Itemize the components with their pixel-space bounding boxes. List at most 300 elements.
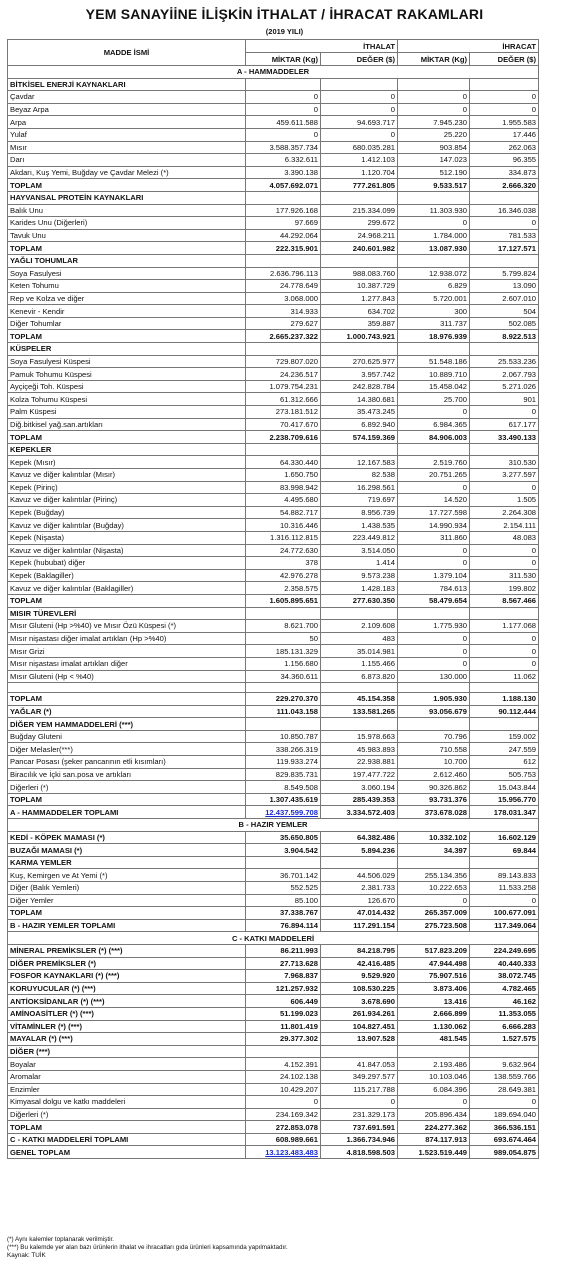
empty-cell — [246, 856, 321, 869]
total-row — [8, 793, 539, 806]
section-header-row — [8, 819, 539, 832]
total-row — [8, 1133, 539, 1146]
export-value-cell: 25.533.236 — [470, 355, 539, 368]
item-name: Yulaf — [8, 128, 246, 141]
import-value-cell: 634.702 — [321, 305, 398, 318]
import-qty-cell: 86.211.993 — [246, 944, 321, 957]
empty-cell — [470, 607, 539, 620]
export-value-cell: 224.249.695 — [470, 944, 539, 957]
export-value-cell: 1.527.575 — [470, 1033, 539, 1046]
export-qty-cell: 0 — [398, 657, 470, 670]
item-name: Kavuz ve diğer kalıntılar (Buğday) — [8, 519, 246, 532]
section-title: B - HAZIR YEMLER — [8, 819, 539, 832]
export-value-cell: 199.802 — [470, 582, 539, 595]
import-value-cell: 0 — [321, 128, 398, 141]
import-value-cell: 47.014.432 — [321, 907, 398, 920]
item-name: KEDİ - KÖPEK MAMASI (*) — [8, 831, 246, 844]
category-title: KEPEKLER — [8, 443, 246, 456]
export-qty-cell: 14.990.934 — [398, 519, 470, 532]
category-title: HAYVANSAL PROTEİN KAYNAKLARI — [8, 191, 246, 204]
export-qty-cell: 0 — [398, 103, 470, 116]
export-qty-cell: 10.103.046 — [398, 1070, 470, 1083]
import-value-cell: 277.630.350 — [321, 594, 398, 607]
item-name: Diğer Yemler — [8, 894, 246, 907]
export-qty-cell: 20.751.265 — [398, 469, 470, 482]
export-value-cell: 69.844 — [470, 844, 539, 857]
table-row — [8, 355, 539, 368]
import-qty-cell: 11.801.419 — [246, 1020, 321, 1033]
item-name: Palm Küspesi — [8, 406, 246, 419]
item-name: Mısır — [8, 141, 246, 154]
item-name: Kenevir - Kendir — [8, 305, 246, 318]
import-value-cell: 12.167.583 — [321, 456, 398, 469]
table-row — [8, 418, 539, 431]
export-value-cell: 38.072.745 — [470, 970, 539, 983]
import-qty-cell: 273.181.512 — [246, 406, 321, 419]
item-name: Mısır nişastası diğer imalat artıkları (Hp >%40) — [8, 632, 246, 645]
import-qty-cell: 2.636.796.113 — [246, 267, 321, 280]
export-value-cell: 2.154.111 — [470, 519, 539, 532]
total-row — [8, 970, 539, 983]
import-qty-cell: 338.266.319 — [246, 743, 321, 756]
import-value-cell: 0 — [321, 103, 398, 116]
export-value-cell: 0 — [470, 91, 539, 104]
item-name: Diğ.bitkisel yağ.san.artıkları — [8, 418, 246, 431]
export-qty-cell: 0 — [398, 544, 470, 557]
item-name: TOPLAM — [8, 907, 246, 920]
export-qty-cell: 2.612.460 — [398, 768, 470, 781]
item-name: Akdarı, Kuş Yemi, Buğday ve Çavdar Melezi (*) — [8, 166, 246, 179]
empty-cell — [470, 191, 539, 204]
export-qty-cell: 93.731.376 — [398, 793, 470, 806]
import-value-cell: 42.416.485 — [321, 957, 398, 970]
import-qty-cell: 314.933 — [246, 305, 321, 318]
export-qty-cell: 0 — [398, 481, 470, 494]
total-row — [8, 907, 539, 920]
table-row — [8, 781, 539, 794]
import-qty-cell: 552.525 — [246, 882, 321, 895]
export-value-cell: 178.031.347 — [470, 806, 539, 819]
item-name: Mısır Gluteni (Hp >%40) ve Mısır Özü Küspesi (*) — [8, 620, 246, 633]
import-value-cell: 1.155.466 — [321, 657, 398, 670]
table-row — [8, 368, 539, 381]
category-title: DİĞER YEM HAMMADDELERİ (***) — [8, 718, 246, 731]
empty-cell — [246, 1045, 321, 1058]
item-name: Mısır Gluteni (Hp < %40) — [8, 670, 246, 683]
item-name: Diğer (Balık Yemleri) — [8, 882, 246, 895]
import-qty-cell: 1.605.895.651 — [246, 594, 321, 607]
import-value-cell: 16.298.561 — [321, 481, 398, 494]
table-row — [8, 305, 539, 318]
empty-cell — [470, 78, 539, 91]
table-row — [8, 531, 539, 544]
item-name: Diğer Tohumlar — [8, 317, 246, 330]
import-value-cell: 574.159.369 — [321, 431, 398, 444]
export-qty-cell: 224.277.362 — [398, 1121, 470, 1134]
import-qty-cell: 119.933.274 — [246, 756, 321, 769]
empty-cell — [321, 254, 398, 267]
table-row — [8, 1096, 539, 1109]
item-name: A - HAMMADDELER TOPLAMI — [8, 806, 246, 819]
section-header-row — [8, 932, 539, 945]
total-row — [8, 844, 539, 857]
import-qty-cell: 111.043.158 — [246, 705, 321, 718]
export-qty-cell: 47.944.498 — [398, 957, 470, 970]
export-value-cell: 1.505 — [470, 494, 539, 507]
empty-cell — [398, 718, 470, 731]
import-qty-cell: 50 — [246, 632, 321, 645]
item-name: Kepek (Mısır) — [8, 456, 246, 469]
import-value-cell: 270.625.977 — [321, 355, 398, 368]
import-value-cell: 299.672 — [321, 217, 398, 230]
export-value-cell: 612 — [470, 756, 539, 769]
export-qty-cell: 265.357.009 — [398, 907, 470, 920]
table-row — [8, 481, 539, 494]
export-value-cell: 504 — [470, 305, 539, 318]
import-qty-cell: 6.332.611 — [246, 154, 321, 167]
empty-cell — [321, 607, 398, 620]
item-name: Kimyasal dolgu ve katkı maddeleri — [8, 1096, 246, 1109]
export-qty-cell: 10.700 — [398, 756, 470, 769]
export-qty-cell: 784.613 — [398, 582, 470, 595]
import-value-cell: 24.968.211 — [321, 229, 398, 242]
table-row — [8, 1108, 539, 1121]
import-qty-cell: 4.057.692.071 — [246, 179, 321, 192]
import-value-cell: 1.120.704 — [321, 166, 398, 179]
item-name: Kepek (hububat) diğer — [8, 557, 246, 570]
export-qty-cell: 1.130.062 — [398, 1020, 470, 1033]
export-qty-cell: 311.737 — [398, 317, 470, 330]
table-row — [8, 292, 539, 305]
export-qty-cell: 300 — [398, 305, 470, 318]
table-row — [8, 768, 539, 781]
export-value-cell: 16.602.129 — [470, 831, 539, 844]
import-qty-cell: 7.968.837 — [246, 970, 321, 983]
item-name: Diğerleri (*) — [8, 1108, 246, 1121]
export-value-cell: 617.177 — [470, 418, 539, 431]
import-value-cell: 215.334.099 — [321, 204, 398, 217]
table-row — [8, 756, 539, 769]
table-row — [8, 154, 539, 167]
export-qty-cell: 2.193.486 — [398, 1058, 470, 1071]
export-value-cell: 8.567.466 — [470, 594, 539, 607]
empty-cell — [398, 856, 470, 869]
import-value-cell: 108.530.225 — [321, 982, 398, 995]
export-value-cell: 0 — [470, 894, 539, 907]
item-name: TOPLAM — [8, 179, 246, 192]
import-value-cell: 1.366.734.946 — [321, 1133, 398, 1146]
import-value-cell: 777.261.805 — [321, 179, 398, 192]
import-value-cell: 0 — [321, 91, 398, 104]
category-header-row — [8, 191, 539, 204]
export-value-cell: 366.536.151 — [470, 1121, 539, 1134]
import-value-cell: 2.109.608 — [321, 620, 398, 633]
export-qty-cell: 10.889.710 — [398, 368, 470, 381]
import-qty-cell: 8.549.508 — [246, 781, 321, 794]
import-value-cell: 45.983.893 — [321, 743, 398, 756]
import-value-cell: 349.297.577 — [321, 1070, 398, 1083]
import-value-cell: 6.892.940 — [321, 418, 398, 431]
import-qty-cell: 608.989.661 — [246, 1133, 321, 1146]
import-qty-cell: 29.377.302 — [246, 1033, 321, 1046]
table-row — [8, 217, 539, 230]
item-name: Aromalar — [8, 1070, 246, 1083]
empty-cell — [321, 343, 398, 356]
table-row — [8, 557, 539, 570]
export-qty-cell: 84.906.003 — [398, 431, 470, 444]
item-name: Diğerleri (*) — [8, 781, 246, 794]
item-name: Kavuz ve diğer kalıntılar (Nişasta) — [8, 544, 246, 557]
export-value-cell: 0 — [470, 103, 539, 116]
category-header-row — [8, 443, 539, 456]
import-qty-cell: 85.100 — [246, 894, 321, 907]
export-value-cell: 15.043.844 — [470, 781, 539, 794]
export-value-cell: 96.355 — [470, 154, 539, 167]
item-name: Kavuz ve diğer kalıntılar (Baklagiller) — [8, 582, 246, 595]
export-value-cell: 502.085 — [470, 317, 539, 330]
import-qty-cell: 1.079.754.231 — [246, 380, 321, 393]
export-value-cell: 17.127.571 — [470, 242, 539, 255]
export-value-cell: 5.271.026 — [470, 380, 539, 393]
section-title: C - KATKI MADDELERİ — [8, 932, 539, 945]
page-title: YEM SANAYİİNE İLİŞKİN İTHALAT / İHRACAT RAKAMLARI — [85, 6, 484, 22]
empty-cell — [8, 683, 246, 693]
total-row — [8, 982, 539, 995]
empty-cell — [398, 254, 470, 267]
category-header-row — [8, 343, 539, 356]
export-value-cell: 0 — [470, 481, 539, 494]
item-name: TOPLAM — [8, 594, 246, 607]
import-qty-cell: 2.238.709.616 — [246, 431, 321, 444]
export-value-cell: 46.162 — [470, 995, 539, 1008]
empty-cell — [398, 1045, 470, 1058]
export-value-cell: 8.922.513 — [470, 330, 539, 343]
item-name: C - KATKI MADDELERİ TOPLAMI — [8, 1133, 246, 1146]
export-qty-cell: 147.023 — [398, 154, 470, 167]
import-qty-cell: 222.315.901 — [246, 242, 321, 255]
section-title: A - HAMMADDELER — [8, 66, 539, 79]
item-name: Kepek (Pirinç) — [8, 481, 246, 494]
item-name: Kolza Tohumu Küspesi — [8, 393, 246, 406]
category-header-row — [8, 78, 539, 91]
table-row — [8, 743, 539, 756]
category-header-row — [8, 607, 539, 620]
export-value-cell: 2.264.308 — [470, 506, 539, 519]
import-qty-cell: 1.650.750 — [246, 469, 321, 482]
import-value-cell: 4.818.598.503 — [321, 1146, 398, 1159]
item-name: Ayçiçeği Toh. Küspesi — [8, 380, 246, 393]
import-qty-cell: 1.156.680 — [246, 657, 321, 670]
header-import-val: DEĞER ($) — [321, 53, 398, 66]
item-name: Enzimler — [8, 1083, 246, 1096]
import-qty-cell: 10.429.207 — [246, 1083, 321, 1096]
export-value-cell: 1.188.130 — [470, 693, 539, 706]
table-row — [8, 204, 539, 217]
export-value-cell: 2.067.793 — [470, 368, 539, 381]
empty-cell — [398, 78, 470, 91]
import-value-cell: 1.277.843 — [321, 292, 398, 305]
item-name: Soya Fasulyesi Küspesi — [8, 355, 246, 368]
total-row — [8, 1020, 539, 1033]
total-row — [8, 330, 539, 343]
empty-cell — [246, 191, 321, 204]
export-qty-cell: 9.533.517 — [398, 179, 470, 192]
item-name: Kavuz ve diğer kalıntılar (Pirinç) — [8, 494, 246, 507]
export-qty-cell: 1.905.930 — [398, 693, 470, 706]
export-value-cell: 310.530 — [470, 456, 539, 469]
category-title: MISIR TÜREVLERİ — [8, 607, 246, 620]
total-row — [8, 693, 539, 706]
import-qty-cell: 2.665.237.322 — [246, 330, 321, 343]
export-value-cell: 9.632.964 — [470, 1058, 539, 1071]
total-row — [8, 957, 539, 970]
item-name: FOSFOR KAYNAKLARI (*) (***) — [8, 970, 246, 983]
total-row — [8, 179, 539, 192]
header-import: İTHALAT — [246, 40, 398, 53]
import-value-cell: 6.873.820 — [321, 670, 398, 683]
export-value-cell: 989.054.875 — [470, 1146, 539, 1159]
import-value-cell: 261.934.261 — [321, 1007, 398, 1020]
total-row — [8, 806, 539, 819]
category-title: KARMA YEMLER — [8, 856, 246, 869]
category-header-row — [8, 718, 539, 731]
import-value-cell: 35.014.981 — [321, 645, 398, 658]
export-qty-cell: 17.727.598 — [398, 506, 470, 519]
import-value-cell: 1.000.743.921 — [321, 330, 398, 343]
import-value-cell: 133.581.265 — [321, 705, 398, 718]
import-value-cell: 3.678.690 — [321, 995, 398, 1008]
header-export: İHRACAT — [398, 40, 539, 53]
table-row — [8, 506, 539, 519]
table-row — [8, 657, 539, 670]
export-qty-cell: 93.056.679 — [398, 705, 470, 718]
table-row — [8, 1070, 539, 1083]
empty-cell — [246, 343, 321, 356]
total-row — [8, 1007, 539, 1020]
empty-cell — [470, 683, 539, 693]
item-name: Kepek (Baklagiller) — [8, 569, 246, 582]
import-value-cell: 22.938.881 — [321, 756, 398, 769]
table-row — [8, 456, 539, 469]
item-name: Çavdar — [8, 91, 246, 104]
import-value-cell: 8.956.739 — [321, 506, 398, 519]
table-row — [8, 280, 539, 293]
import-qty-cell: 1.316.112.815 — [246, 531, 321, 544]
import-qty-cell: 83.998.942 — [246, 481, 321, 494]
import-value-cell: 45.154.358 — [321, 693, 398, 706]
export-value-cell: 1.955.583 — [470, 116, 539, 129]
import-value-cell: 231.329.173 — [321, 1108, 398, 1121]
header-import-qty: MİKTAR (Kg) — [246, 53, 321, 66]
export-qty-cell: 6.829 — [398, 280, 470, 293]
import-qty-cell: 272.853.078 — [246, 1121, 321, 1134]
import-value-cell: 1.414 — [321, 557, 398, 570]
import-qty-cell: 24.778.649 — [246, 280, 321, 293]
category-title: KÜSPELER — [8, 343, 246, 356]
table-row — [8, 393, 539, 406]
header-item: MADDE İSMİ — [8, 40, 246, 66]
source-note: Kaynak: TUİK — [7, 1252, 46, 1260]
import-qty-cell: 24.772.630 — [246, 544, 321, 557]
import-qty-cell: 24.236.517 — [246, 368, 321, 381]
export-qty-cell: 275.723.508 — [398, 919, 470, 932]
total-link[interactable]: 13.123.483.483 — [265, 1147, 318, 1157]
import-qty-cell: 606.449 — [246, 995, 321, 1008]
import-value-cell: 35.473.245 — [321, 406, 398, 419]
item-name: Arpa — [8, 116, 246, 129]
total-row — [8, 995, 539, 1008]
import-qty-cell: 97.669 — [246, 217, 321, 230]
import-value-cell: 223.449.812 — [321, 531, 398, 544]
import-qty-cell: 36.701.142 — [246, 869, 321, 882]
table-row — [8, 267, 539, 280]
export-qty-cell: 6.984.365 — [398, 418, 470, 431]
export-qty-cell: 512.190 — [398, 166, 470, 179]
export-value-cell: 4.782.465 — [470, 982, 539, 995]
export-value-cell: 28.649.381 — [470, 1083, 539, 1096]
empty-cell — [246, 718, 321, 731]
export-value-cell: 505.753 — [470, 768, 539, 781]
export-qty-cell: 25.700 — [398, 393, 470, 406]
export-value-cell: 0 — [470, 632, 539, 645]
page-subtitle: (2019 YILI) — [265, 27, 304, 36]
export-qty-cell: 70.796 — [398, 730, 470, 743]
category-header-row — [8, 856, 539, 869]
item-name: Biracılık ve İçki san.posa ve artıkları — [8, 768, 246, 781]
export-qty-cell: 903.854 — [398, 141, 470, 154]
export-qty-cell: 481.545 — [398, 1033, 470, 1046]
export-value-cell: 40.440.333 — [470, 957, 539, 970]
total-row — [8, 919, 539, 932]
import-qty-cell: 3.904.542 — [246, 844, 321, 857]
export-qty-cell: 58.479.654 — [398, 594, 470, 607]
total-link[interactable]: 12.437.599.708 — [265, 807, 318, 817]
item-name: VİTAMİNLER (*) (***) — [8, 1020, 246, 1033]
category-title: YAĞLI TOHUMLAR — [8, 254, 246, 267]
export-qty-cell: 3.873.406 — [398, 982, 470, 995]
empty-cell — [321, 683, 398, 693]
export-value-cell: 334.873 — [470, 166, 539, 179]
item-name: Soya Fasulyesi — [8, 267, 246, 280]
export-qty-cell: 5.720.001 — [398, 292, 470, 305]
import-qty-cell: 4.495.680 — [246, 494, 321, 507]
export-value-cell: 3.277.597 — [470, 469, 539, 482]
total-row — [8, 1033, 539, 1046]
item-name: TOPLAM — [8, 1121, 246, 1134]
export-value-cell: 138.559.766 — [470, 1070, 539, 1083]
export-value-cell: 48.083 — [470, 531, 539, 544]
export-value-cell: 311.530 — [470, 569, 539, 582]
import-value-cell: 197.477.722 — [321, 768, 398, 781]
section-header-row — [8, 66, 539, 79]
export-value-cell: 13.090 — [470, 280, 539, 293]
import-qty-cell: 24.102.138 — [246, 1070, 321, 1083]
import-qty-cell: 0 — [246, 1096, 321, 1109]
import-qty-cell: 76.894.114 — [246, 919, 321, 932]
import-qty-cell: 61.312.666 — [246, 393, 321, 406]
import-qty-cell: 0 — [246, 128, 321, 141]
import-value-cell: 3.957.742 — [321, 368, 398, 381]
export-value-cell: 33.490.133 — [470, 431, 539, 444]
import-value-cell: 9.529.920 — [321, 970, 398, 983]
export-qty-cell: 25.220 — [398, 128, 470, 141]
item-name: Kepek (Nişasta) — [8, 531, 246, 544]
export-qty-cell: 0 — [398, 894, 470, 907]
table-row — [8, 317, 539, 330]
empty-cell — [321, 856, 398, 869]
table-row — [8, 1083, 539, 1096]
import-value-cell: 737.691.591 — [321, 1121, 398, 1134]
